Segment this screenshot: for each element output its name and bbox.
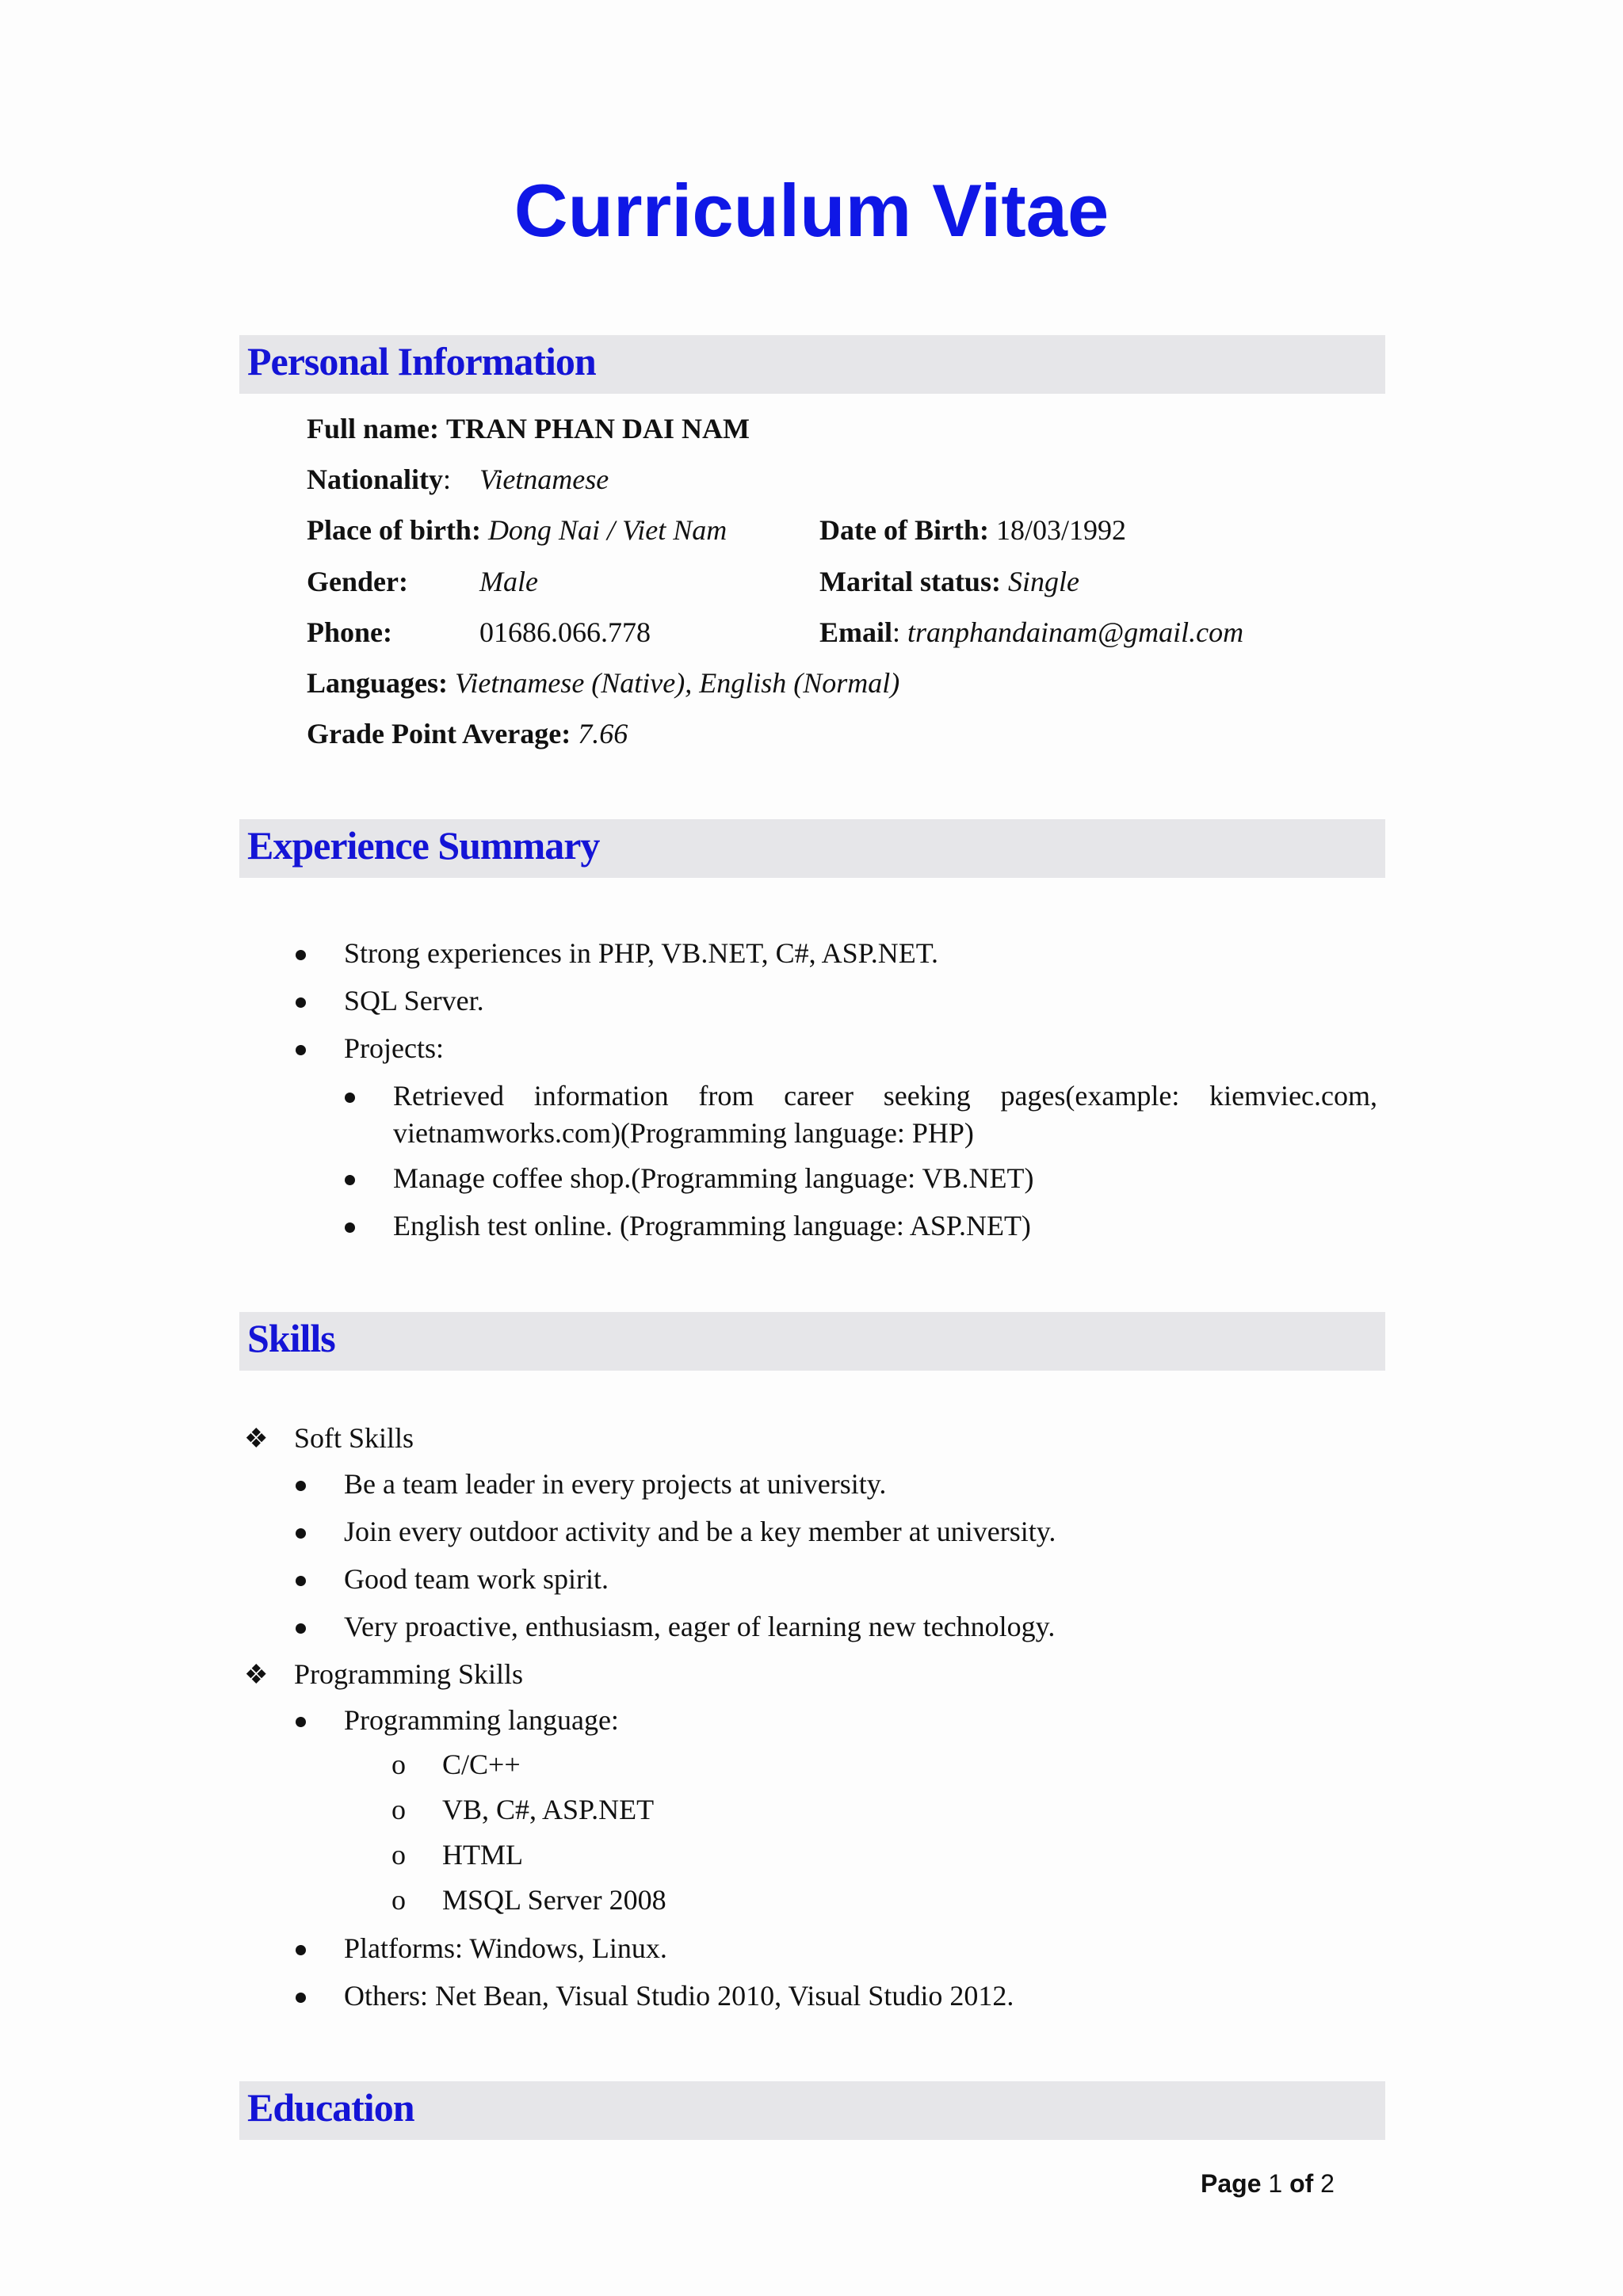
bullet-icon [296,1623,306,1634]
bullet-icon [296,1717,306,1727]
diamond-bullet-icon: ❖ [244,1661,269,1690]
programming-skills-title: Programming Skills [294,1658,524,1690]
list-item: Strong experiences in PHP, VB.NET, C#, ASP.NET. [344,937,939,969]
list-item: Good team work spirit. [344,1563,609,1595]
gender-value: Male [479,566,538,597]
bullet-icon [296,950,306,960]
circle-bullet-icon: o [391,1839,406,1871]
bullet-icon [345,1175,355,1185]
list-item: Platforms: Windows, Linux. [344,1932,667,1964]
phone-label: Phone: [307,616,392,648]
document-title: Curriculum Vitae [514,169,1109,252]
section-header-personal [239,335,1385,394]
section-header-skills [239,1312,1385,1371]
full-name-value: TRAN PHAN DAI NAM [446,413,750,444]
place-of-birth-row: Place of birth: Dong Nai / Viet Nam [307,514,727,546]
languages-row: Languages: Vietnamese (Native), English (Normal) [307,667,900,699]
list-item: SQL Server. [344,985,484,1016]
languages-value: Vietnamese (Native), English (Normal) [455,667,900,699]
list-item: Be a team leader in every projects at university. [344,1468,887,1500]
marital-row: Marital status: Single [819,566,1079,597]
project-item: English test online. (Programming language: ASP.NET) [393,1210,1031,1241]
project-item-line2: vietnamworks.com)(Programming language: PHP) [393,1117,974,1149]
bullet-icon [296,997,306,1008]
email-value: tranphandainam@gmail.com [907,616,1244,648]
list-item: Projects: [344,1032,444,1064]
section-header-experience [239,819,1385,878]
bullet-icon [296,1576,306,1586]
list-item: Join every outdoor activity and be a key member at university. [344,1516,1056,1547]
circle-bullet-icon: o [391,1884,406,1916]
section-title: Personal Information [247,339,596,383]
dob-row: Date of Birth: 18/03/1992 [819,514,1126,546]
section-header-education [239,2081,1385,2140]
section-title: Education [247,2085,414,2130]
full-name-row: Full name: TRAN PHAN DAI NAM [307,413,750,444]
bullet-icon [345,1093,355,1103]
project-item-line1: Retrieved information from career seeking pages(example: kiemviec.com, [393,1080,1377,1112]
circle-bullet-icon: o [391,1794,406,1825]
phone-value: 01686.066.778 [479,616,651,648]
circle-bullet-icon: o [391,1749,406,1780]
sub-list-item: VB, C#, ASP.NET [442,1794,655,1825]
bullet-icon [345,1222,355,1233]
email-row: Email: tranphandainam@gmail.com [819,616,1244,648]
bullet-icon [296,1481,306,1491]
sub-list-item: HTML [442,1839,523,1871]
page-number: Page 1 of 2 [1201,2169,1335,2198]
list-item: Programming language: [344,1704,619,1736]
marital-value: Single [1007,566,1079,597]
bullet-icon [296,1945,306,1955]
gender-label: Gender: [307,566,408,597]
bullet-icon [296,1045,306,1055]
project-item: Manage coffee shop.(Programming language: VB.NET) [393,1162,1034,1194]
section-title: Skills [247,1316,335,1360]
section-title: Experience Summary [247,823,600,868]
list-item: Very proactive, enthusiasm, eager of learning new technology. [344,1611,1056,1642]
soft-skills-title: Soft Skills [294,1422,414,1454]
sub-list-item: MSQL Server 2008 [442,1884,666,1916]
diamond-bullet-icon: ❖ [244,1425,269,1454]
place-of-birth-value: Dong Nai / Viet Nam [487,514,727,546]
bullet-icon [296,1993,306,2003]
dob-value: 18/03/1992 [995,514,1126,546]
bullet-icon [296,1528,306,1539]
nationality-row: Nationality: [307,463,452,495]
list-item: Others: Net Bean, Visual Studio 2010, Visual Studio 2012. [344,1980,1014,2012]
gpa-value: 7.66 [578,718,628,749]
gpa-row: Grade Point Average: 7.66 [307,718,628,749]
sub-list-item: C/C++ [442,1749,521,1780]
nationality-value: Vietnamese [479,463,609,495]
